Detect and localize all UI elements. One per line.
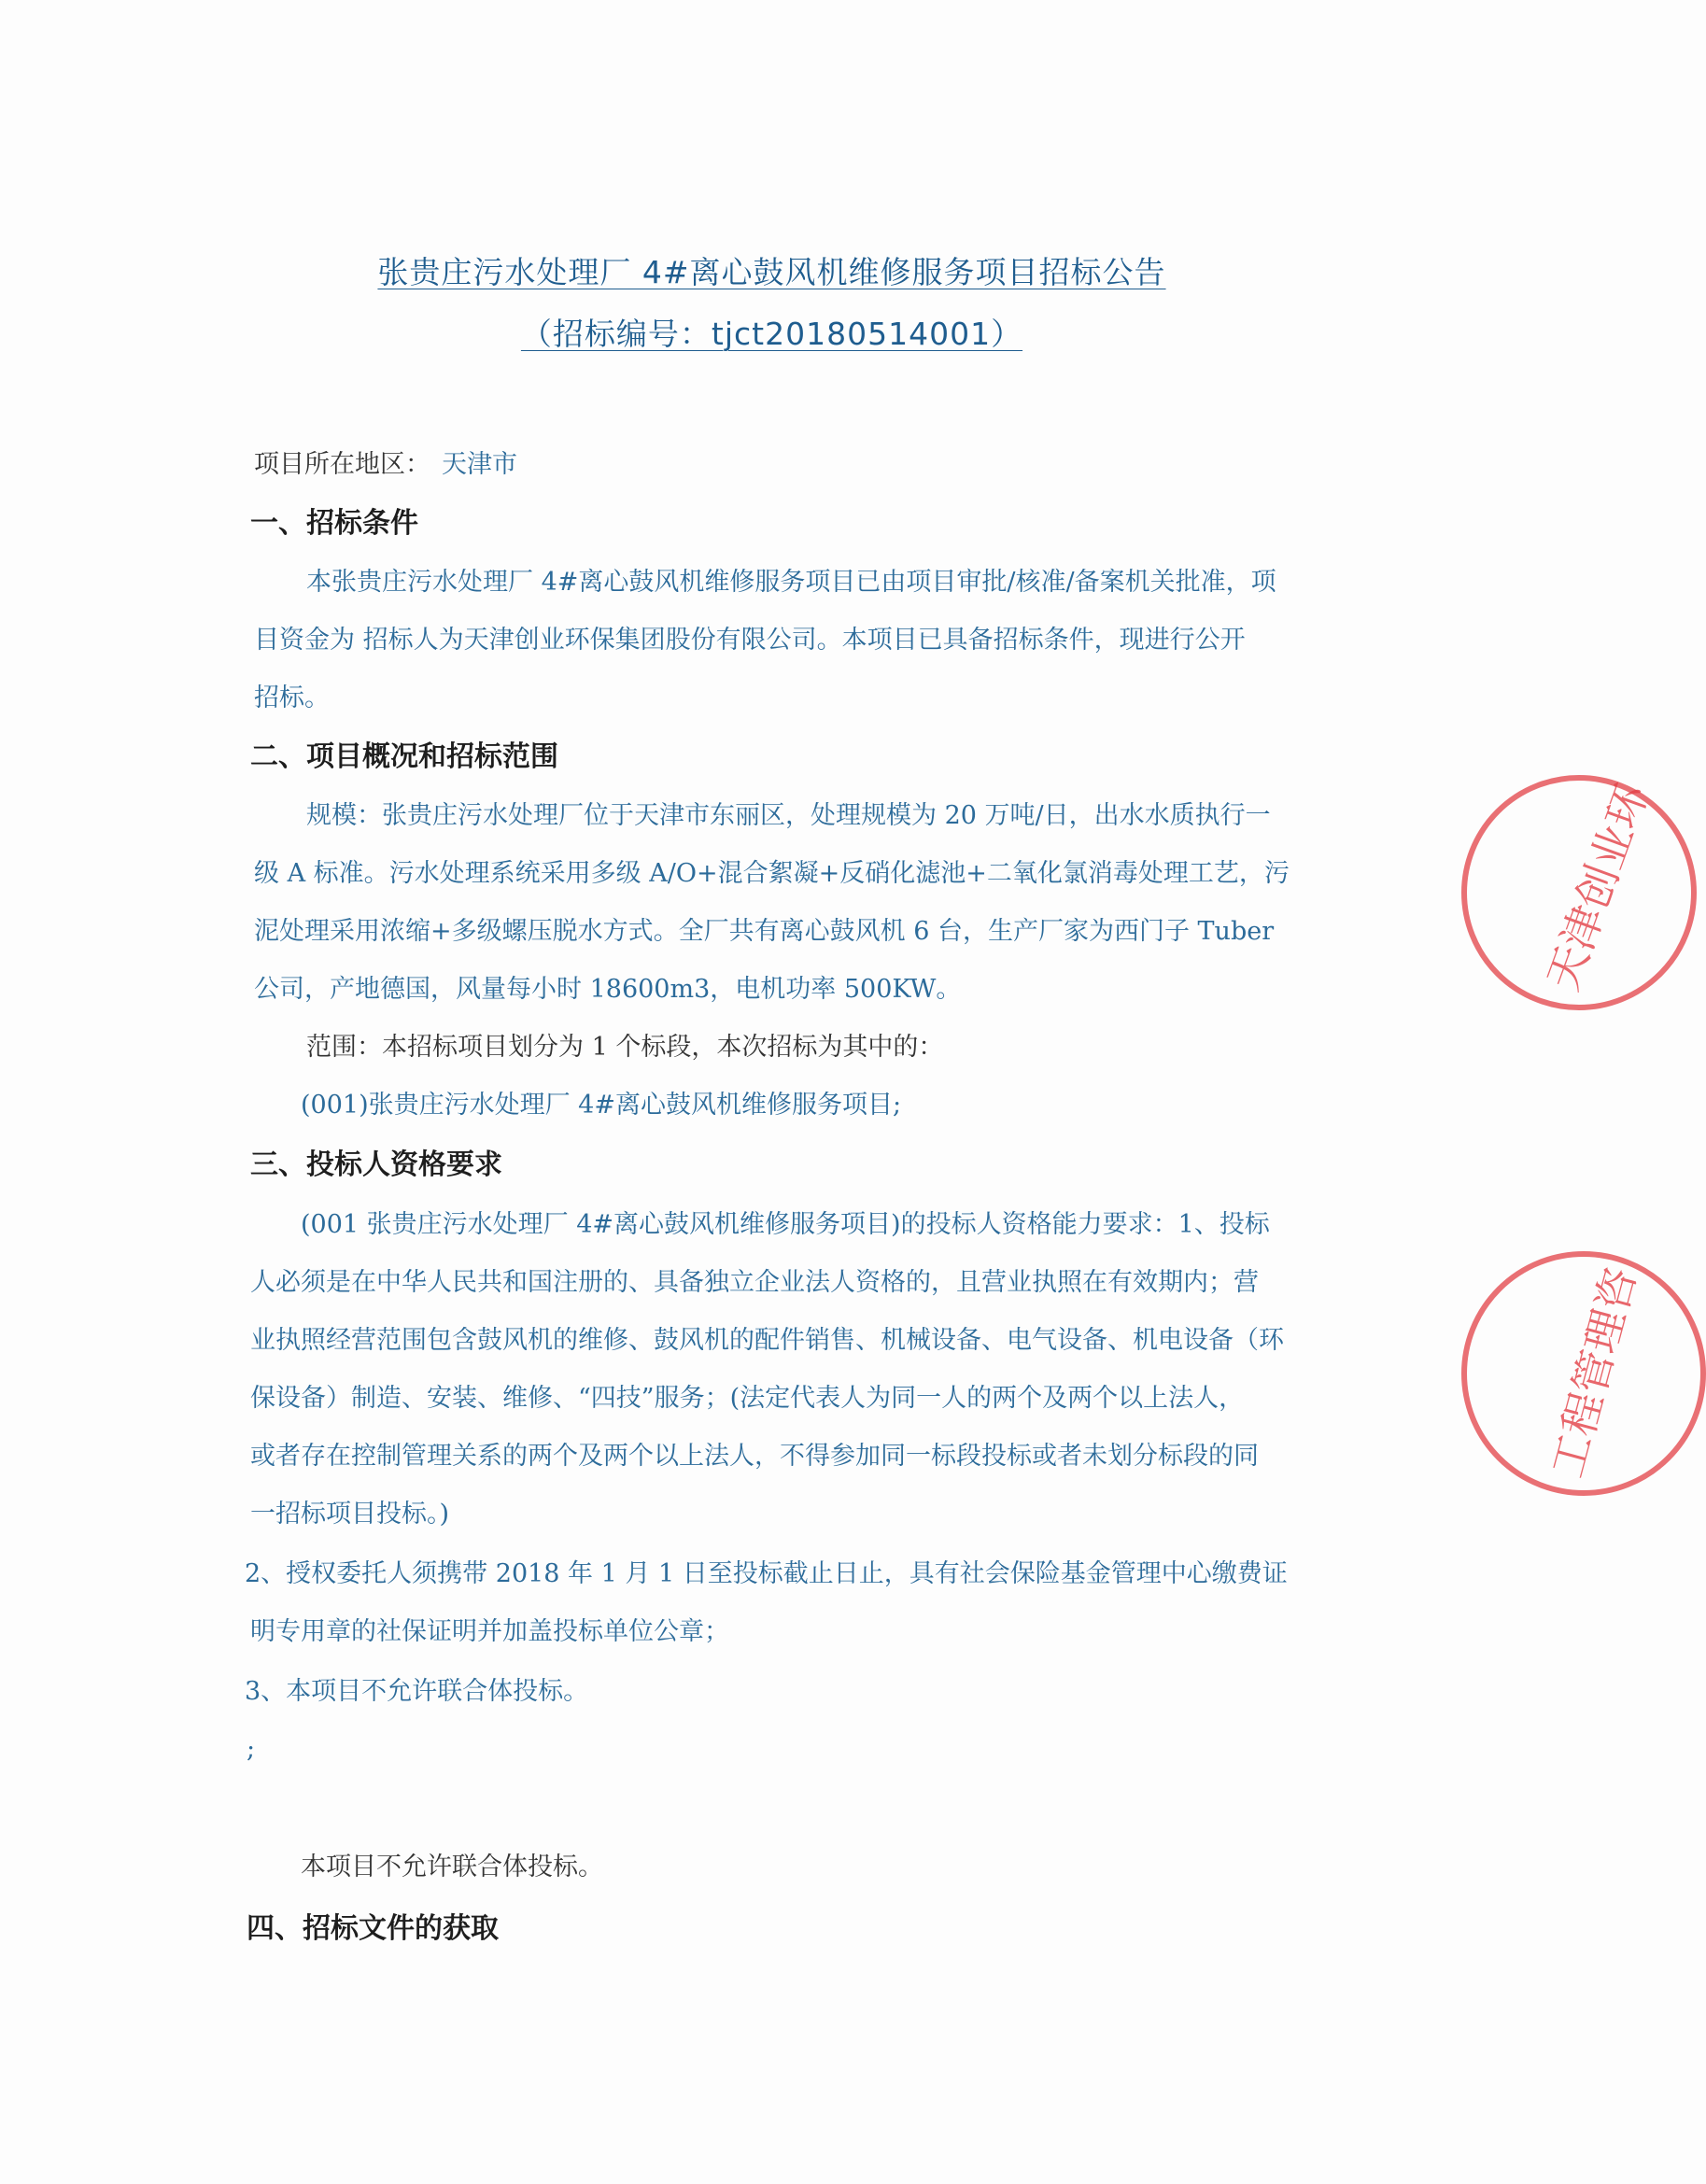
- section-heading-2: 二、项目概况和招标范围: [250, 740, 558, 773]
- location-value: 天津市: [442, 450, 517, 479]
- section-heading-4: 四、招标文件的获取: [247, 1912, 499, 1945]
- location-label: 项目所在地区：: [254, 450, 430, 479]
- company-seal: 天津创业环: [1461, 775, 1697, 1010]
- consultancy-seal: 工程管理咨: [1461, 1251, 1706, 1496]
- section-heading-3: 三、投标人资格要求: [250, 1148, 502, 1181]
- tender-number: （招标编号：tjct20180514001）: [520, 316, 1023, 352]
- document-title: 张贵庄污水处理厂 4#离心鼓风机维修服务项目招标公告: [377, 254, 1166, 290]
- document-page: 张贵庄污水处理厂 4#离心鼓风机维修服务项目招标公告 （招标编号：tjct20180514001） 项目所在地区： 天津市 一、招标条件 本张贵庄污水处理厂 4#离心鼓风机维修服务项目已由项目审批/核准/备案机关批准，项 目资金为 招标人为天津创业环保集团股份有限公司。本项目已具备招标条件，现进行公开 招标。 二、项目概况和招标范围 规模：张贵庄污水处理厂位于天津市东丽区，处理规模为 20 万吨/日，出水水质执行一 级 A 标准。污水处理系统采用多级 A/O+混合絮凝+反硝化滤池+二氧化氯消毒处理工艺，污 泥处理采用浓缩+多级螺压脱水方式。全厂共有离心鼓风机 6 台，生产厂家为西门子 Tuber 公司，产地德国，风量每小时 18600m3，电机功率 500KW。 范围：本招标项目划分为 1 个标段，本次招标为其中的： (001)张贵庄污水处理厂 4#离心鼓风机维修服务项目; 三、投标人资格要求 (001 张贵庄污水处理厂 4#离心鼓风机维修服务项目)的投标人资格能力要求：1、投标 人必须是在中华人民共和国注册的、具备独立企业法人资格的，且营业执照在有效期内；营 业执照经营范围包含鼓风机的维修、鼓风机的配件销售、机械设备、电气设备、机电设备（环 保设备）制造、安装、维修、“四技”服务；(法定代表人为同一人的两个及两个以上法人， 或者存在控制管理关系的两个及两个以上法人，不得参加同一标段投标或者未划分标段的同 一招标项目投标。) 2、授权委托人须携带 2018 年 1 月 1 日至投标截止日止，具有社会保险基金管理中心缴费证 明专用章的社保证明并加盖投标单位公章； 3、本项目不允许联合体投标。 ; 本项目不允许联合体投标。 四、招标文件的获取 天津创业环 工程管理咨: [0, 0, 1544, 2184]
- section-heading-1: 一、招标条件: [250, 507, 418, 540]
